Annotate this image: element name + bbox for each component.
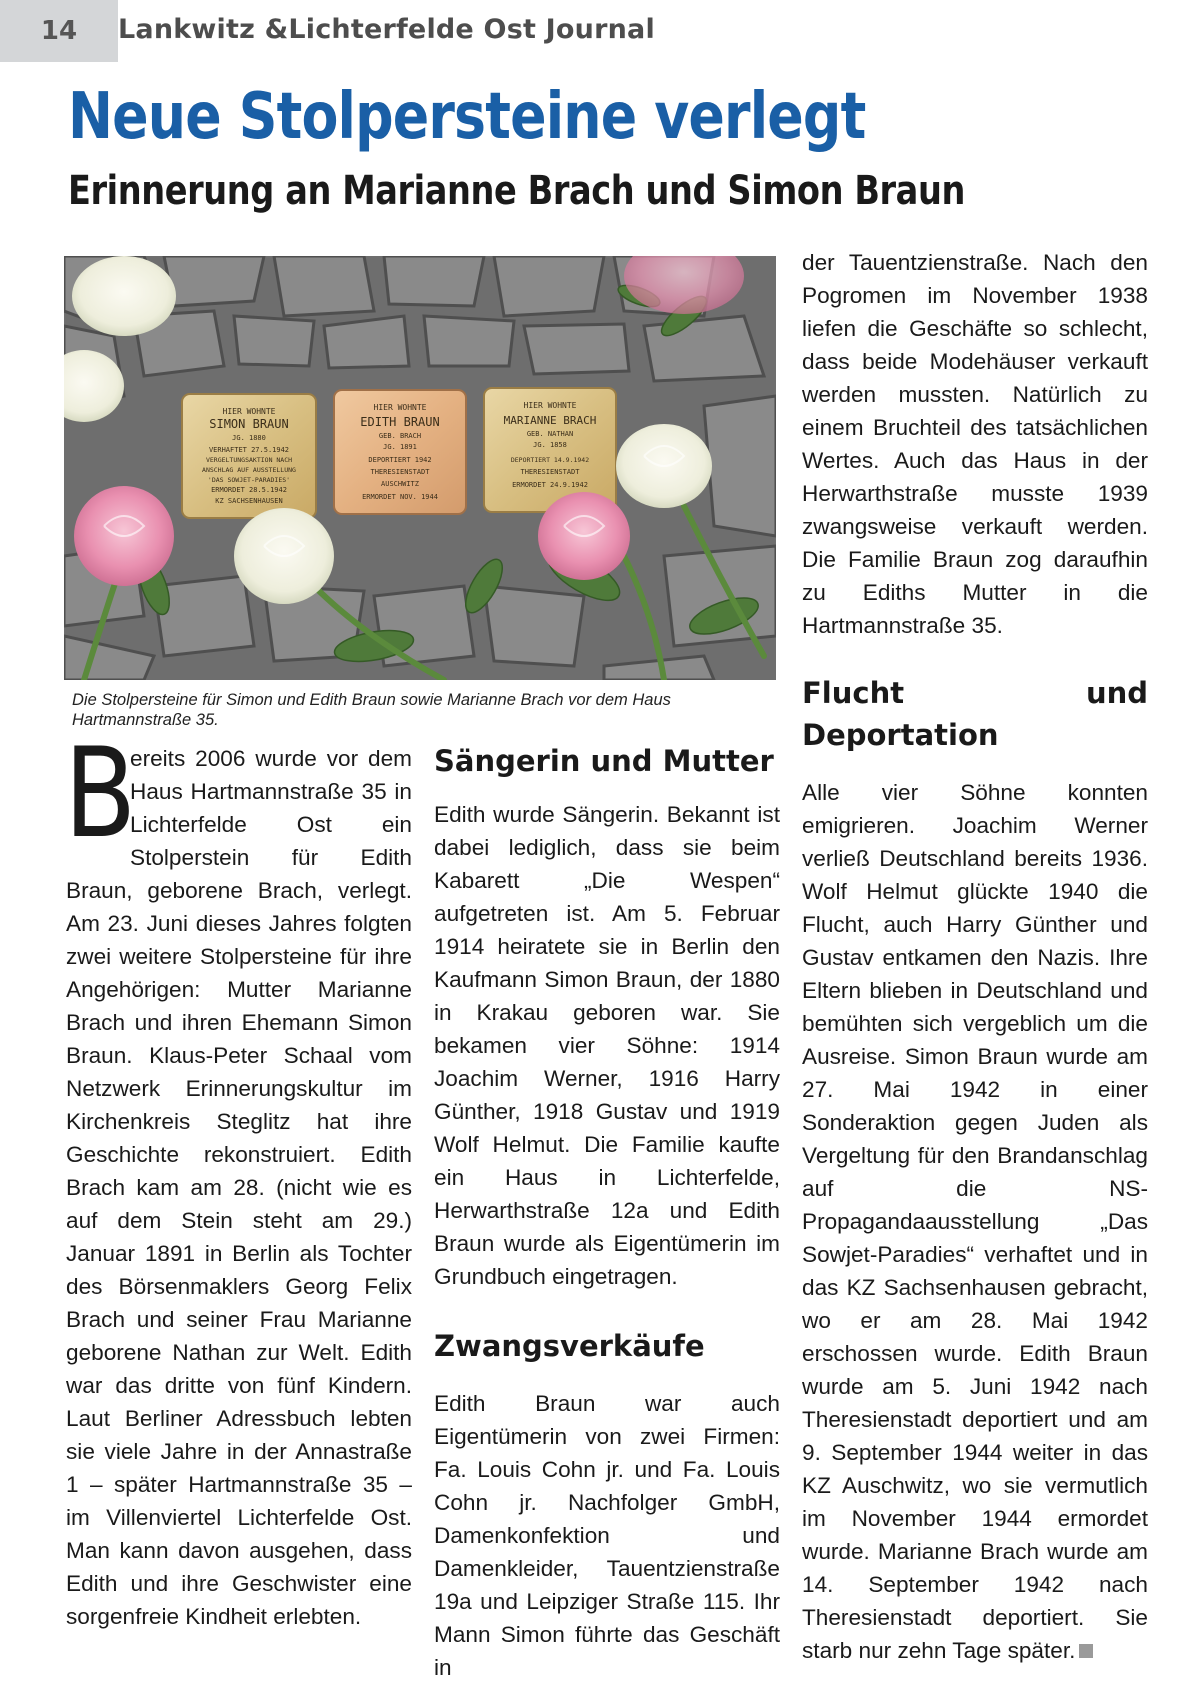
section-heading-flucht: Flucht und Deportation [802, 676, 1148, 752]
stone2-line: HIER WOHNTE [373, 403, 427, 412]
stone2-line: GEB. BRACH [378, 432, 422, 440]
journal-title: Lankwitz &Lichterfelde Ost Journal [118, 14, 655, 45]
stone3-line: JG. 1858 [533, 441, 567, 449]
stone1-line: JG. 1880 [232, 434, 266, 442]
article-subheadline: Erinnerung an Marianne Brach und Simon Braun [68, 168, 965, 214]
stone1-line: ERMORDET 28.5.1942 [211, 486, 287, 494]
stone3-line: ERMORDET 24.9.1942 [512, 481, 588, 489]
stone3-line: THERESIENSTADT [520, 468, 580, 476]
stone1-line: VERHAFTET 27.5.1942 [208, 446, 290, 454]
section-text-saengerin: Edith wurde Sängerin. Bekannt ist dabei lediglich, dass sie beim Kabarett „Die Wespen“ aufgetreten ist. Am 5. Februar 1914 heiratete sie in Berlin den Kaufmann Simon Braun, der 1880 in Krakau geboren war. Sie bekamen vier Söhne: 1914 Joachim Werner, 1916 Harry Günther, 1918 Gustav und 1919 Wolf Helmut. Die Familie kaufte ein Haus in Lichterfelde, Herwarthstraße 12a und Edith Braun wurde als Eigentümerin im Grundbuch eingetragen. [434, 802, 780, 1289]
stone3-line: GEB. NATHAN [526, 430, 574, 438]
stone2-line: JG. 1891 [383, 443, 417, 451]
stone2-line: ERMORDET NOV. 1944 [362, 493, 438, 501]
stone1-line: VERGELTUNGSAKTION NACH [205, 456, 293, 464]
intro-paragraph [64, 722, 412, 1633]
stone2-line: DEPORTIERT 1942 [368, 456, 432, 464]
stone2-line: AUSCHWITZ [381, 480, 419, 488]
stone1-line: SIMON BRAUN [209, 417, 289, 431]
stone1-line: KZ SACHSENHAUSEN [215, 497, 283, 505]
section-text-flucht-body: Alle vier Söhne konnten emigrieren. Joachim Werner verließ Deutschland bereits 1936. Wolf Helmut glückte 1940 die Flucht, auch Harry Günther und Gustav entkamen den Nazis. Ihre Eltern blieben in Deutschland und bemühten sich vergeblich um die Ausreise. Simon Braun wurde am 27. Mai 1942 in einer Sonderaktion gegen Juden als Vergeltung für den Brandanschlag auf die NS-Propagandaausstellung „Das Sowjet-Paradies“ verhaftet und in das KZ Sachsenhausen gebracht, wo er am 28. Mai 1942 erschossen wurde. Edith Braun wurde am 5. Juni 1942 nach Theresienstadt deportiert und am 9. September 1944 weiter in das KZ Auschwitz, wo sie vermutlich im November 1944 ermordet wurde. Marianne Brach wurde am 14. September 1942 nach Theresienstadt deportiert. Sie starb nur zehn Tage später. [802, 780, 1148, 1663]
section-text-zwangsverkaeufe-continued: der Tauentzienstraße. Nach den Pogromen im November 1938 liefen die Geschäfte so schlecht, dass beide Modehäuser verkauft werden mussten. Natürlich zu einem Bruchteil des tatsächlichen Wertes. Auch das Haus in der Herwarthstraße musste 1939 zwangsweise verkauft werden. Die Familie Braun zog daraufhin zu Ediths Mutter in die Hartmannstraße 35. [802, 250, 1148, 638]
stone1-line: 'DAS SOWJET-PARADIES' [207, 476, 291, 484]
stone3-line: DEPORTIERT 14.9.1942 [510, 456, 590, 464]
column-1 [64, 722, 412, 1633]
page-number: 14 [0, 0, 118, 62]
dropcap: B [64, 722, 137, 866]
stolpersteine-photo [64, 256, 776, 680]
column-3 [802, 246, 1148, 1667]
stone2-line: EDITH BRAUN [360, 415, 440, 429]
end-mark [1079, 1644, 1093, 1658]
stone1-line: HIER WOHNTE [222, 407, 276, 416]
section-heading-zwangsverkaeufe: Zwangsverkäufe [434, 1329, 705, 1363]
column-2 [434, 742, 780, 1684]
stone3-line: MARIANNE BRACH [503, 414, 597, 427]
article-headline: Neue Stolpersteine verlegt [68, 80, 866, 154]
photo-caption: Die Stolpersteine für Simon und Edith Braun sowie Marianne Brach vor dem Haus Hartmannstraße 35. [72, 691, 671, 729]
section-text-flucht [802, 776, 1148, 1667]
stone3-line: HIER WOHNTE [523, 401, 577, 410]
stone1-line: ANSCHLAG AUF AUSSTELLUNG [202, 466, 296, 474]
section-text-zwangsverkaeufe: Edith Braun war auch Eigentümerin von zwei Firmen: Fa. Louis Cohn jr. und Fa. Louis Cohn jr. Nachfolger GmbH, Damenkonfektion und Damenkleider, Tauentzienstraße 19a und Leipziger Straße 115. Ihr Mann Simon führte das Geschäft in [434, 1391, 780, 1680]
intro-text: ereits 2006 wurde vor dem Haus Hartmannstraße 35 in Lichterfelde Ost ein Stolperstein für Edith Braun, geborene Brach, verlegt. Am 23. Juni dieses Jahres folgten zwei weitere Stolpersteine für ihre Angehörigen: Mutter Marianne Brach und ihren Ehemann Simon Braun. Klaus-Peter Schaal vom Netzwerk Erinnerungskultur im Kirchenkreis Steglitz hat ihre Geschichte rekonstruiert. Edith Brach kam am 28. (nicht wie es auf dem Stein steht am 29.) Januar 1891 in Berlin als Tochter des Börsenmaklers Georg Felix Brach und seiner Frau Marianne geborene Nathan zur Welt. Edith war das dritte von fünf Kindern. Laut Berliner Adressbuch lebten sie viele Jahre in der Annastraße 1 – später Hartmannstraße 35 – im Villenviertel Lichterfelde Ost. Man kann davon ausgehen, dass Edith und ihre Geschwister eine sorgenfreie Kindheit erlebten. [66, 746, 412, 1629]
stone2-line: THERESIENSTADT [370, 468, 430, 476]
section-heading-saengerin: Sängerin und Mutter [434, 744, 774, 778]
